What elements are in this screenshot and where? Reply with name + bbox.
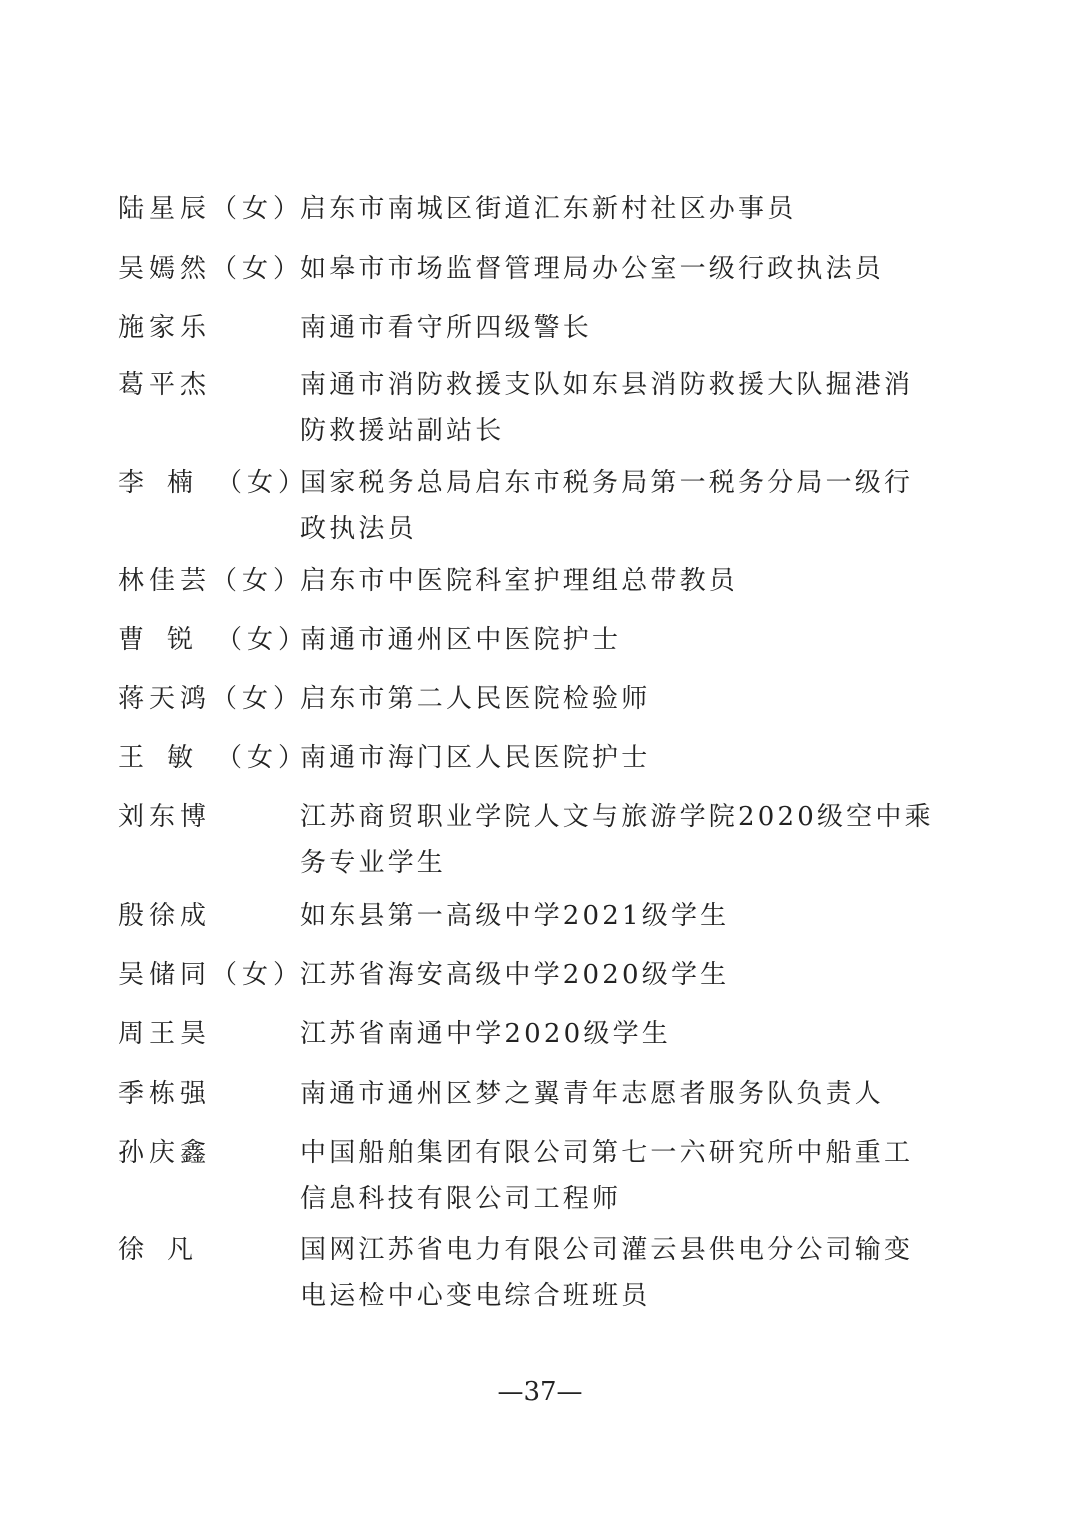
name-text: 殷徐成 [118,901,212,931]
name-text: 吴嫣然 [118,254,212,284]
gender-marker: （女） [211,254,305,284]
description-line: 如东县第一高级中学2021级学生 [300,901,730,931]
description-line: 国网江苏省电力有限公司灌云县供电分公司输变 [300,1235,914,1265]
person-description [300,308,940,354]
person-name [118,249,305,289]
description-line: 南通市通州区中医院护士 [300,625,622,655]
person-name [118,679,305,719]
person-description [300,1230,940,1322]
gender-marker: （女） [216,625,310,655]
name-text: 周王昊 [118,1019,212,1049]
person-description [300,189,940,235]
description-line: 中国船舶集团有限公司第七一六研究所中船重工 [300,1138,914,1168]
description-line: 启东市中医院科室护理组总带教员 [300,566,739,596]
gender-marker: （女） [216,468,310,498]
name-text: 吴储同 [118,960,212,990]
person-description [300,1014,940,1060]
description-line: 南通市消防救援支队如东县消防救援大队掘港消 [300,370,914,400]
name-text: 孙庆鑫 [118,1138,212,1168]
person-name [118,896,298,936]
gender-marker: （女） [216,743,310,773]
person-description [300,561,940,607]
person-description [300,620,940,666]
person-description [300,1074,940,1120]
description-line: 电运检中心变电综合班班员 [300,1281,651,1311]
person-description [300,896,940,942]
description-line: 政执法员 [300,514,417,544]
description-line: 防救援站副站长 [300,416,505,446]
name-text: 蒋天鸿 [118,684,212,714]
person-description [300,463,940,555]
person-name [118,620,310,660]
person-name [118,1014,298,1054]
person-description [300,955,940,1001]
name-text: 王敏 [118,743,217,773]
name-text: 施家乐 [118,313,212,343]
person-description [300,1133,940,1225]
description-line: 江苏省南通中学2020级学生 [300,1019,671,1049]
person-name [118,365,298,405]
name-text: 李楠 [118,468,217,498]
name-text: 陆星辰 [118,194,212,224]
person-description [300,679,940,725]
gender-marker: （女） [211,960,305,990]
person-description [300,365,940,457]
name-text: 季栋强 [118,1079,212,1109]
person-name [118,1074,298,1114]
person-name [118,955,305,995]
person-name [118,561,305,601]
person-description [300,738,940,784]
description-line: 如皋市市场监督管理局办公室一级行政执法员 [300,254,885,284]
name-text: 葛平杰 [118,370,212,400]
person-name [118,797,298,837]
description-line: 南通市看守所四级警长 [300,313,593,343]
description-line: 江苏省海安高级中学2020级学生 [300,960,730,990]
description-line: 江苏商贸职业学院人文与旅游学院2020级空中乘 [300,802,934,832]
name-text: 徐凡 [118,1235,217,1265]
gender-marker: （女） [211,566,305,596]
person-name [118,463,310,503]
person-description [300,249,940,295]
description-line: 南通市海门区人民医院护士 [300,743,651,773]
gender-marker: （女） [211,194,305,224]
name-text: 林佳芸 [118,566,212,596]
page-number: —37— [497,1377,583,1407]
gender-marker: （女） [211,684,305,714]
person-name [118,1133,298,1173]
description-line: 务专业学生 [300,848,447,878]
description-line: 信息科技有限公司工程师 [300,1184,622,1214]
person-name [118,1230,298,1270]
description-line: 启东市第二人民医院检验师 [300,684,651,714]
description-line: 南通市通州区梦之翼青年志愿者服务队负责人 [300,1079,885,1109]
name-text: 刘东博 [118,802,212,832]
person-description [300,797,940,889]
description-line: 启东市南城区街道汇东新村社区办事员 [300,194,797,224]
person-name [118,189,305,229]
name-text: 曹锐 [118,625,217,655]
person-name [118,738,310,778]
description-line: 国家税务总局启东市税务局第一税务分局一级行 [300,468,914,498]
person-name [118,308,298,348]
